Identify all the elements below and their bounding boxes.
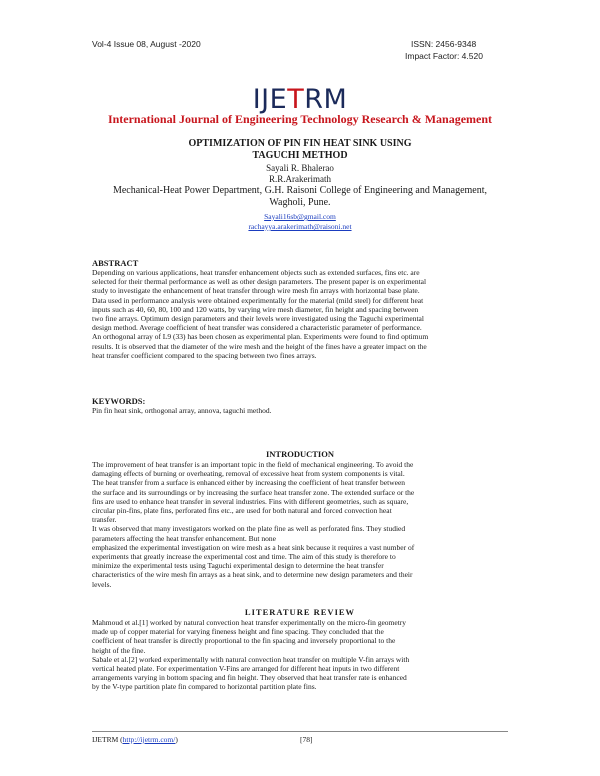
intro-line: fins are used to enhance heat transfer in several industries. Fins with different geometries, such as square, (92, 496, 409, 506)
intro-line: circular pin-fins, plate fins, perforated fins etc., are used for both natural and forced convection heat (92, 506, 392, 516)
paper-title (0, 138, 600, 162)
literature-heading: LITERATURE REVIEW (244, 607, 356, 617)
issn: ISSN: 2456-9348 (411, 39, 477, 49)
abstract-heading: ABSTRACT (92, 258, 139, 268)
literature-body (92, 618, 508, 692)
footer-journal-link[interactable]: http://ijetrm.com/ (122, 735, 176, 744)
affiliation-line-1: Mechanical-Heat Power Department, G.H. Raisoni College of Engineering and Management, (112, 185, 488, 196)
intro-line: the surface and its surroundings or by increasing the surface heat transfer zone. The extended surface or the (92, 487, 415, 497)
logo-accent: T (287, 84, 305, 115)
intro-line: experiments that greatly increase the experimental cost and time. The aim of this study is therefore to (92, 552, 396, 562)
title-line-2: TAGUCHI METHOD (252, 150, 348, 161)
footer-journal-name: IJETRM ( (92, 735, 123, 744)
intro-line: The improvement of heat transfer is an important topic in the field of mechanical engineering. To avoid the (92, 460, 414, 469)
journal-logo (0, 84, 600, 115)
footer-journal-close: ) (175, 735, 178, 744)
intro-line: The heat transfer from a surface is enhanced either by increasing the coefficient of heat transfer between (92, 478, 406, 488)
introduction-body (92, 460, 508, 589)
literature-line: coefficient of heat transfer is directly proportional to the fin spacing and inversely proportional to the (92, 636, 396, 646)
abstract-line: heat transfer coefficient compared to the spacing between two fines arrays. (92, 350, 317, 360)
abstract-line: Depending on various applications, heat transfer enhancement objects such as extended surfaces, fins etc. are (92, 268, 420, 277)
affiliation (60, 185, 540, 209)
title-line-1: OPTIMIZATION OF PIN FIN HEAT SINK USING (188, 138, 412, 149)
abstract-line: inputs such as 40, 60, 80, 100 and 120 watts, by varying wire mesh diameter, fin height and spacing between (92, 304, 419, 314)
email-link-1[interactable]: Sayali16sb@gmail.com (264, 212, 336, 221)
literature-line: height of the fine. (92, 645, 146, 655)
footer-divider (92, 731, 508, 732)
literature-line: Mahmoud et al.[1] worked by natural convection heat transfer experimentally on the micro-fin geometry (92, 618, 407, 627)
literature-line: made up of copper material for varying fineness height and fine spacing. They concluded that the (92, 627, 384, 637)
keywords-text: Pin fin heat sink, orthogonal array, annova, taguchi method. (92, 406, 272, 415)
literature-line: by the V-type partition plate fin compared to horizontal partition plate fins. (92, 682, 317, 692)
abstract-body (92, 268, 508, 360)
abstract-line: design method. Average coefficient of heat transfer was considered a characteristic parameter of performance. (92, 323, 422, 333)
author-1: Sayali R. Bhalerao (266, 163, 334, 173)
intro-line: transfer. (92, 515, 117, 525)
intro-line: characteristics of the wire mesh fin arrays as a heat sink, and to determine new design parameters and their (92, 570, 413, 580)
intro-line: damaging effects of burning or overheating, removal of excessive heat from system components is vital. (92, 469, 405, 479)
abstract-line: Data used in performance analysis were obtained experimentally for the material (mild steel) for different heat (92, 295, 424, 305)
intro-line: parameters affecting the heat transfer enhancement. But none (92, 533, 276, 543)
literature-line: arrangements varying in bottom spacing and fin height. They observed that heat transfer rate is enhanced (92, 673, 407, 683)
keywords-heading: KEYWORDS: (92, 396, 146, 406)
affiliation-line-2: Wagholi, Pune. (269, 197, 331, 208)
literature-line: Sabale et al.[2] worked experimentally with natural convection heat transfer on multiple V-fin arrays with (92, 654, 410, 664)
volume-issue: Vol-4 Issue 08, August -2020 (92, 39, 201, 49)
author-2: R.R.Arakerimath (269, 174, 331, 184)
abstract-line: An orthogonal array of L9 (33) has been chosen as experimental plan. Experiments were found to find optimum (92, 332, 429, 342)
page-number: [78] (300, 735, 313, 744)
abstract-line: results. It is observed that the diameter of the wire mesh and the height of the fines have a greater impact on the (92, 341, 427, 351)
impact-factor: Impact Factor: 4.520 (405, 51, 483, 61)
email-link-2[interactable]: rachayya.arakerimath@raisoni.net (248, 222, 352, 231)
intro-line: minimize the experimental tests using Taguchi experimental design to determine the heat transfer (92, 561, 384, 571)
intro-line: levels. (92, 579, 112, 589)
footer-journal (92, 735, 178, 744)
abstract-line: selected for their thermal performance as well as other design parameters. The present paper is on experimental (92, 277, 427, 287)
logo-prefix: IJE (252, 84, 288, 115)
intro-line: emphasized the experimental investigation on wire mesh as a heat sink because it requires a vast number of (92, 542, 415, 552)
abstract-line: two fine arrays. Optimum design parameters and their levels were investigated using the Taguchi experimental (92, 314, 424, 324)
introduction-heading: INTRODUCTION (265, 449, 334, 459)
journal-name: International Journal of Engineering Technology Research & Management (107, 112, 493, 126)
literature-line: vertical heated plate. For experimentation V-Fins are arranged for different heat inputs in two different (92, 664, 400, 674)
abstract-line: study to investigate the enhancement of heat transfer through wire mesh fin arrays with horizontal base plate. (92, 286, 420, 296)
logo-suffix: RM (304, 84, 348, 115)
intro-line: It was observed that many investigators worked on the plate fine as well as perforated fins. They studied (92, 524, 406, 534)
